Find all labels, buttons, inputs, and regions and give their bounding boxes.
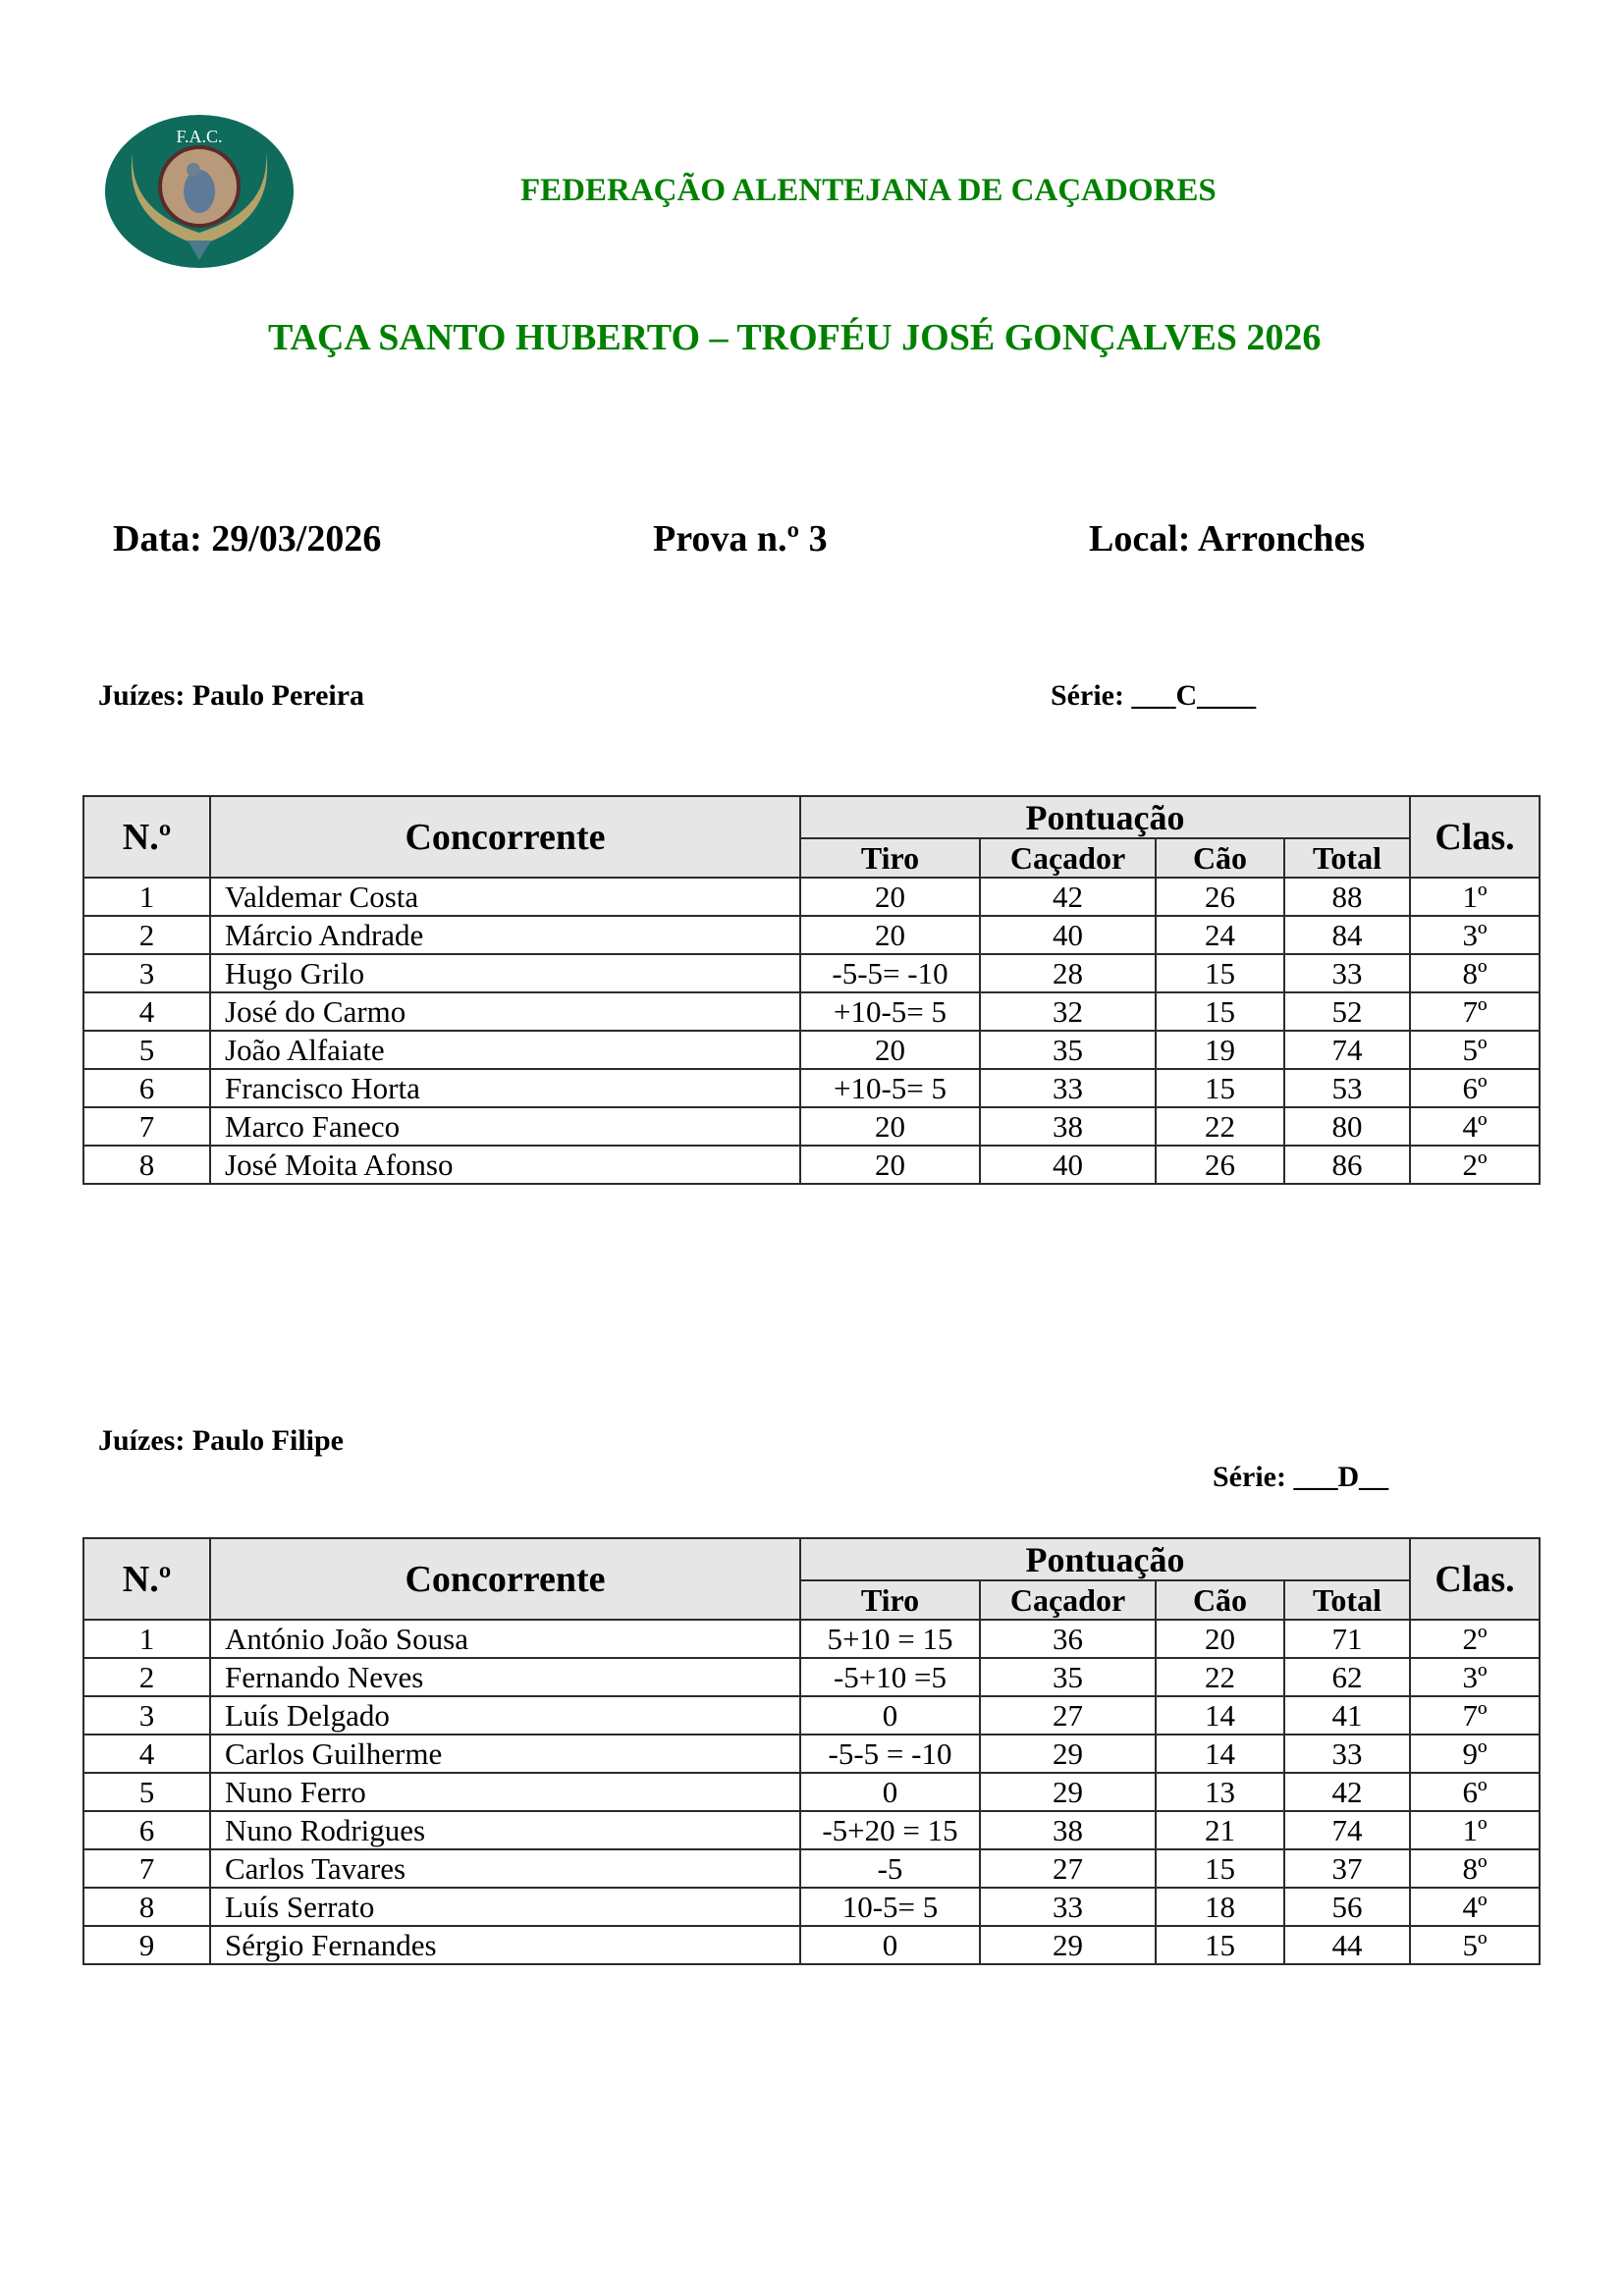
cell-cacador: 38 [980, 1107, 1156, 1146]
serie-label: Série: ___C____ [1051, 679, 1257, 712]
cell-cao: 18 [1156, 1888, 1284, 1926]
cell-number: 6 [83, 1811, 210, 1849]
cell-classification: 6º [1410, 1773, 1540, 1811]
cell-cacador: 42 [980, 878, 1156, 916]
cell-tiro: 10-5= 5 [800, 1888, 980, 1926]
cell-cao: 15 [1156, 1926, 1284, 1964]
cell-competitor: Marco Faneco [210, 1107, 800, 1146]
cell-cacador: 33 [980, 1069, 1156, 1107]
cell-competitor: João Alfaiate [210, 1031, 800, 1069]
col-header-tiro: Tiro [800, 838, 980, 878]
cell-number: 6 [83, 1069, 210, 1107]
cell-tiro: -5-5= -10 [800, 954, 980, 992]
col-header-total: Total [1284, 838, 1410, 878]
results-table [82, 1537, 1541, 1965]
cell-cao: 15 [1156, 1849, 1284, 1888]
cell-total: 52 [1284, 992, 1410, 1031]
cell-cacador: 29 [980, 1773, 1156, 1811]
table-row [83, 916, 1540, 954]
organization-name: FEDERAÇÃO ALENTEJANA DE CAÇADORES [520, 173, 1217, 208]
col-header-competitor: Concorrente [210, 796, 800, 878]
cell-cacador: 29 [980, 1735, 1156, 1773]
cell-cao: 15 [1156, 1069, 1284, 1107]
cell-cacador: 28 [980, 954, 1156, 992]
cell-number: 5 [83, 1773, 210, 1811]
cell-total: 80 [1284, 1107, 1410, 1146]
cell-total: 74 [1284, 1811, 1410, 1849]
cell-number: 2 [83, 916, 210, 954]
table-row [83, 954, 1540, 992]
table-row [83, 1696, 1540, 1735]
cell-cacador: 35 [980, 1658, 1156, 1696]
cell-classification: 3º [1410, 1658, 1540, 1696]
cell-cao: 19 [1156, 1031, 1284, 1069]
cell-tiro: 20 [800, 878, 980, 916]
cell-total: 53 [1284, 1069, 1410, 1107]
cell-cao: 13 [1156, 1773, 1284, 1811]
cell-competitor: Francisco Horta [210, 1069, 800, 1107]
cell-competitor: Nuno Rodrigues [210, 1811, 800, 1849]
cell-classification: 5º [1410, 1926, 1540, 1964]
cell-cao: 15 [1156, 954, 1284, 992]
cell-tiro: 20 [800, 1146, 980, 1184]
cell-total: 56 [1284, 1888, 1410, 1926]
cell-total: 84 [1284, 916, 1410, 954]
cell-number: 8 [83, 1888, 210, 1926]
cell-tiro: -5+10 =5 [800, 1658, 980, 1696]
cell-total: 86 [1284, 1146, 1410, 1184]
table-row [83, 992, 1540, 1031]
table-row [83, 1620, 1540, 1658]
cell-competitor: Sérgio Fernandes [210, 1926, 800, 1964]
cell-tiro: 0 [800, 1926, 980, 1964]
cell-number: 2 [83, 1658, 210, 1696]
judges-label: Juízes: Paulo Filipe [98, 1424, 344, 1457]
cell-total: 88 [1284, 878, 1410, 916]
cell-total: 74 [1284, 1031, 1410, 1069]
cell-tiro: 0 [800, 1773, 980, 1811]
cell-number: 4 [83, 1735, 210, 1773]
cell-competitor: Hugo Grilo [210, 954, 800, 992]
cell-cao: 20 [1156, 1620, 1284, 1658]
cell-competitor: José Moita Afonso [210, 1146, 800, 1184]
cell-number: 7 [83, 1107, 210, 1146]
cell-cao: 22 [1156, 1107, 1284, 1146]
col-header-cao: Cão [1156, 1580, 1284, 1620]
cell-number: 4 [83, 992, 210, 1031]
table-row [83, 1926, 1540, 1964]
cell-total: 33 [1284, 954, 1410, 992]
cell-cacador: 29 [980, 1926, 1156, 1964]
cell-competitor: Luís Delgado [210, 1696, 800, 1735]
cell-tiro: -5 [800, 1849, 980, 1888]
table-row [83, 1735, 1540, 1773]
cell-tiro: 5+10 = 15 [800, 1620, 980, 1658]
table-row [83, 1069, 1540, 1107]
cell-classification: 7º [1410, 992, 1540, 1031]
cell-number: 1 [83, 878, 210, 916]
cell-competitor: Valdemar Costa [210, 878, 800, 916]
col-header-score-group: Pontuação [800, 1538, 1410, 1580]
cell-classification: 7º [1410, 1696, 1540, 1735]
cell-cacador: 35 [980, 1031, 1156, 1069]
cell-competitor: Nuno Ferro [210, 1773, 800, 1811]
event-location: Local: Arronches [1089, 518, 1366, 560]
cell-classification: 1º [1410, 878, 1540, 916]
cell-cao: 14 [1156, 1696, 1284, 1735]
cell-number: 7 [83, 1849, 210, 1888]
cell-competitor: Luís Serrato [210, 1888, 800, 1926]
cell-classification: 2º [1410, 1146, 1540, 1184]
cell-classification: 5º [1410, 1031, 1540, 1069]
cell-cacador: 32 [980, 992, 1156, 1031]
cell-total: 37 [1284, 1849, 1410, 1888]
cell-number: 8 [83, 1146, 210, 1184]
col-header-cao: Cão [1156, 838, 1284, 878]
cell-competitor: Carlos Tavares [210, 1849, 800, 1888]
cell-cacador: 38 [980, 1811, 1156, 1849]
cell-cacador: 27 [980, 1696, 1156, 1735]
col-header-cacador: Caçador [980, 1580, 1156, 1620]
col-header-classification: Clas. [1410, 1538, 1540, 1620]
cell-number: 9 [83, 1926, 210, 1964]
table-row [83, 878, 1540, 916]
cell-classification: 3º [1410, 916, 1540, 954]
event-date: Data: 29/03/2026 [113, 518, 382, 560]
cell-number: 1 [83, 1620, 210, 1658]
cell-tiro: -5+20 = 15 [800, 1811, 980, 1849]
cell-number: 5 [83, 1031, 210, 1069]
cell-cacador: 40 [980, 1146, 1156, 1184]
cell-total: 41 [1284, 1696, 1410, 1735]
cell-classification: 4º [1410, 1888, 1540, 1926]
col-header-number: N.º [83, 796, 210, 878]
cell-tiro: 0 [800, 1696, 980, 1735]
table-row [83, 1107, 1540, 1146]
cell-cacador: 36 [980, 1620, 1156, 1658]
cell-tiro: 20 [800, 1031, 980, 1069]
cell-classification: 8º [1410, 954, 1540, 992]
cell-cacador: 33 [980, 1888, 1156, 1926]
cell-competitor: Márcio Andrade [210, 916, 800, 954]
cell-cacador: 27 [980, 1849, 1156, 1888]
cell-tiro: +10-5= 5 [800, 1069, 980, 1107]
col-header-classification: Clas. [1410, 796, 1540, 878]
cell-cao: 24 [1156, 916, 1284, 954]
col-header-score-group: Pontuação [800, 796, 1410, 838]
cell-total: 44 [1284, 1926, 1410, 1964]
table-row [83, 1773, 1540, 1811]
cell-tiro: 20 [800, 1107, 980, 1146]
col-header-total: Total [1284, 1580, 1410, 1620]
event-number: Prova n.º 3 [653, 518, 828, 560]
cell-classification: 1º [1410, 1811, 1540, 1849]
cell-competitor: António João Sousa [210, 1620, 800, 1658]
fac-logo [103, 113, 296, 270]
cell-cao: 26 [1156, 1146, 1284, 1184]
table-row [83, 1146, 1540, 1184]
cell-cao: 26 [1156, 878, 1284, 916]
col-header-competitor: Concorrente [210, 1538, 800, 1620]
cell-total: 71 [1284, 1620, 1410, 1658]
cell-competitor: José do Carmo [210, 992, 800, 1031]
cell-tiro: 20 [800, 916, 980, 954]
table-row [83, 1031, 1540, 1069]
cell-competitor: Fernando Neves [210, 1658, 800, 1696]
table-row [83, 1888, 1540, 1926]
judges-label: Juízes: Paulo Pereira [98, 679, 365, 712]
cell-cao: 22 [1156, 1658, 1284, 1696]
serie-label: Série: ___D__ [1213, 1461, 1389, 1493]
cell-cao: 14 [1156, 1735, 1284, 1773]
logo-text: F.A.C. [176, 127, 223, 146]
cell-classification: 8º [1410, 1849, 1540, 1888]
cell-tiro: -5-5 = -10 [800, 1735, 980, 1773]
cell-cacador: 40 [980, 916, 1156, 954]
cell-cao: 15 [1156, 992, 1284, 1031]
cell-cao: 21 [1156, 1811, 1284, 1849]
table-row [83, 1811, 1540, 1849]
cell-total: 33 [1284, 1735, 1410, 1773]
col-header-number: N.º [83, 1538, 210, 1620]
cell-classification: 4º [1410, 1107, 1540, 1146]
results-table [82, 795, 1541, 1185]
cell-classification: 2º [1410, 1620, 1540, 1658]
cell-classification: 9º [1410, 1735, 1540, 1773]
cell-competitor: Carlos Guilherme [210, 1735, 800, 1773]
page-title: TAÇA SANTO HUBERTO – TROFÉU JOSÉ GONÇALVES 2026 [268, 317, 1322, 358]
col-header-tiro: Tiro [800, 1580, 980, 1620]
cell-total: 62 [1284, 1658, 1410, 1696]
table-row [83, 1849, 1540, 1888]
cell-total: 42 [1284, 1773, 1410, 1811]
col-header-cacador: Caçador [980, 838, 1156, 878]
cell-tiro: +10-5= 5 [800, 992, 980, 1031]
cell-number: 3 [83, 1696, 210, 1735]
cell-classification: 6º [1410, 1069, 1540, 1107]
cell-number: 3 [83, 954, 210, 992]
table-row [83, 1658, 1540, 1696]
